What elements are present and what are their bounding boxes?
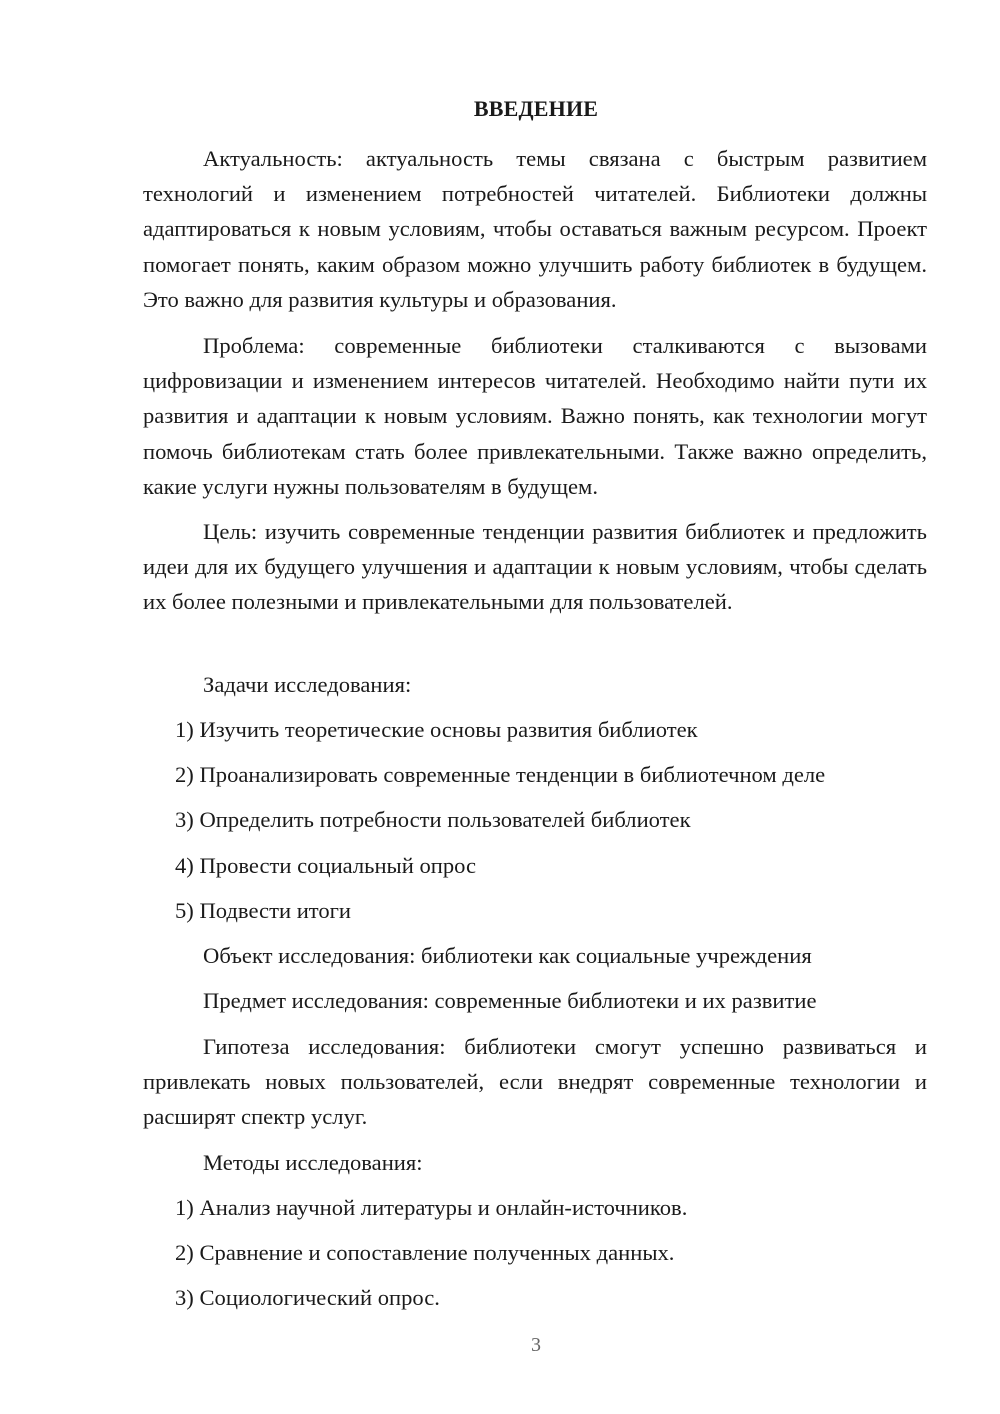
method-item: 1) Анализ научной литературы и онлайн-источников. xyxy=(175,1195,688,1220)
page-title: ВВЕДЕНИЕ xyxy=(473,96,599,121)
task-item: 4) Провести социальный опрос xyxy=(175,853,477,878)
research-object: Объект исследования: библиотеки как социальные учреждения xyxy=(203,943,812,968)
task-item: 5) Подвести итоги xyxy=(175,898,352,923)
task-item: 1) Изучить теоретические основы развития библиотек xyxy=(175,717,698,742)
methods-heading: Методы исследования: xyxy=(203,1150,423,1175)
task-item: 2) Проанализировать современные тенденции в библиотечном деле xyxy=(175,762,826,787)
page-number: 3 xyxy=(531,1334,541,1356)
paragraph-hypothesis: Гипотеза исследования: библиотеки смогут успешно развиваться и привлекать новых пользователей, если внедрят современные технологии и расширят спектр услуг. xyxy=(143,1034,927,1130)
paragraph-goal: Цель: изучить современные тенденции развития библиотек и предложить идеи для их будущего улучшения и адаптации к новым условиям, чтобы сделать их более полезными и привлекательными для пользователей. xyxy=(143,519,927,615)
task-item: 3) Определить потребности пользователей библиотек xyxy=(175,807,691,832)
paragraph-problem: Проблема: современные библиотеки сталкиваются с вызовами цифровизации и изменением интересов читателей. Необходимо найти пути их развития и адаптации к новым условиям. Важно понять, как технологии могут помочь библиотекам стать более привлекательными. Также важно определить, какие услуги нужны пользователям в будущем. xyxy=(143,333,927,499)
research-subject: Предмет исследования: современные библиотеки и их развитие xyxy=(203,988,817,1013)
paragraph-relevance: Актуальность: актуальность темы связана с быстрым развитием технологий и изменением потребностей читателей. Библиотеки должны адаптироваться к новым условиям, чтобы оставаться важным ресурсом. Проект помогает понять, каким образом можно улучшить работу библиотек в будущем. Это важно для развития культуры и образования. xyxy=(143,146,927,312)
method-item: 2) Сравнение и сопоставление полученных данных. xyxy=(175,1240,675,1265)
method-item: 3) Социологический опрос. xyxy=(175,1285,440,1310)
tasks-heading: Задачи исследования: xyxy=(203,672,412,697)
